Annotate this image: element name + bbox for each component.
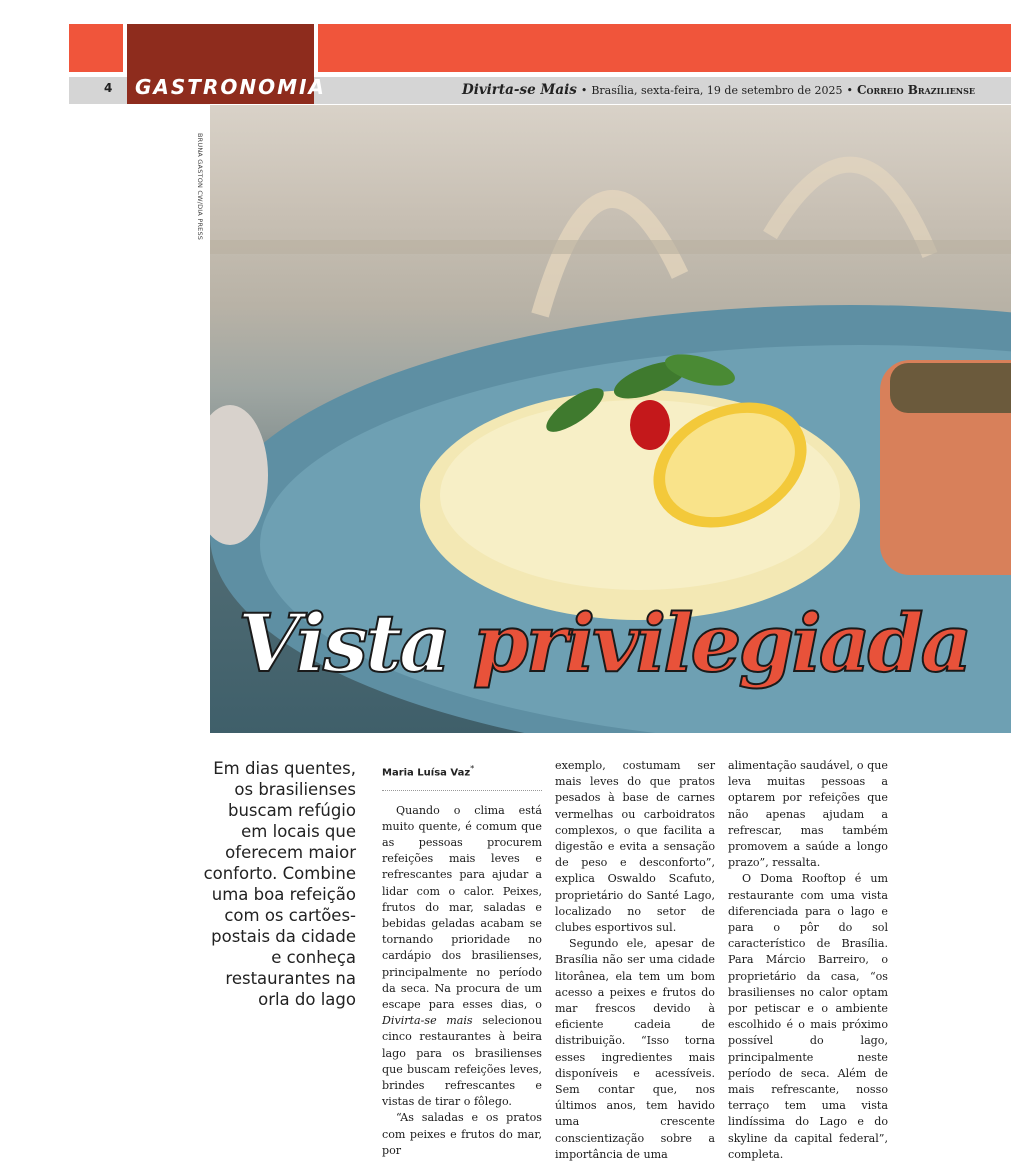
header-accent-left <box>69 24 123 72</box>
paragraph: O Doma Rooftop é um restaurante com uma vista diferenciada para o lago e para o pôr do sol característico de Brasília. Para Márcio Barreiro, o proprietário da casa, “os brasilienses no calor optam por petiscar e o ambiente escolhido é o mais próximo possível do lago, principalmente neste período de seca. Além de mais refrescante, nosso terraço tem uma vista lindíssima do Lago e do skyline da capital federal”, completa. <box>728 872 888 1161</box>
headline-word-1: Vista <box>238 596 448 690</box>
paragraph-text: Quando o clima está muito quente, é comum que as pessoas procurem refeições mais leves e refrescantes para ajudar a lidar com o calor. Peixes, frutos do mar, saladas e bebidas geladas acabam se tornando prioridade no cardápio dos brasilienses, principalmente no período da seca. Na procura de um escape para esses dias, o <box>382 803 542 1011</box>
paragraph: Segundo ele, apesar de Brasília não ser uma cidade litorânea, ela tem um bom acesso a peixes e frutos do mar frescos devido à eficiente cadeia de distribuição. “Isso torna esses ingredientes mais disponíveis e acessíveis. Sem contar que, nos últimos anos, tem havido uma crescente conscientização sobre a importância de uma <box>555 937 715 1161</box>
article-deck: Em dias quentes, os brasilienses buscam refúgio em locais que oferecem maior conforto. Combine uma boa refeição com os cartões-postais da cidade e conheça restaurantes na orla do lago <box>203 759 356 1009</box>
byline <box>382 758 542 791</box>
text-column-3 <box>728 758 888 1163</box>
bullet-icon: • <box>846 84 853 97</box>
supplement-name: Divirta-se Mais <box>461 82 577 98</box>
header-accent-right <box>318 24 1011 72</box>
photo-credit: BRUNA GASTON CW/DIA PRESS <box>196 133 204 241</box>
paragraph: “As saladas e os pratos com peixes e frutos do mar, por <box>382 1111 542 1157</box>
paragraph-continued: exemplo, costumam ser mais leves do que pratos pesados à base de carnes vermelhas ou carboidratos complexos, o que facilita a digestão e evita a sensação de peso e desconforto”, explica Oswaldo Scafuto, proprietário do Santé Lago, localizado no setor de clubes esportivos sul. <box>555 759 715 935</box>
headline-word-2: privilegiada <box>472 596 970 690</box>
text-column-2 <box>555 758 715 1163</box>
author-footnote-mark: * <box>470 763 475 773</box>
author-name: Maria Luísa Vaz <box>382 767 471 779</box>
page-number: 4 <box>104 81 113 95</box>
text-column-1 <box>382 758 542 1159</box>
headline <box>238 596 970 690</box>
masthead <box>462 82 975 98</box>
paragraph <box>382 803 542 1111</box>
paragraph-continued: alimentação saudável, o que leva muitas pessoas a optarem por refeições que não apenas ajudam a refrescar, mas também promovem a saúde a longo prazo”, ressalta. <box>728 759 888 870</box>
supplement-mention: Divirta-se mais <box>382 1014 473 1028</box>
bullet-icon: • <box>580 84 588 97</box>
dateline: Brasília, sexta-feira, 19 de setembro de 2025 <box>591 84 843 97</box>
newspaper-name: Correio Braziliense <box>856 83 975 97</box>
section-title: GASTRONOMIA <box>135 75 326 99</box>
paragraph-text: selecionou cinco restaurantes à beira lago para os brasilienses que buscam refeições leves, brindes refrescantes e vistas de tirar o fôlego. <box>382 1014 543 1109</box>
